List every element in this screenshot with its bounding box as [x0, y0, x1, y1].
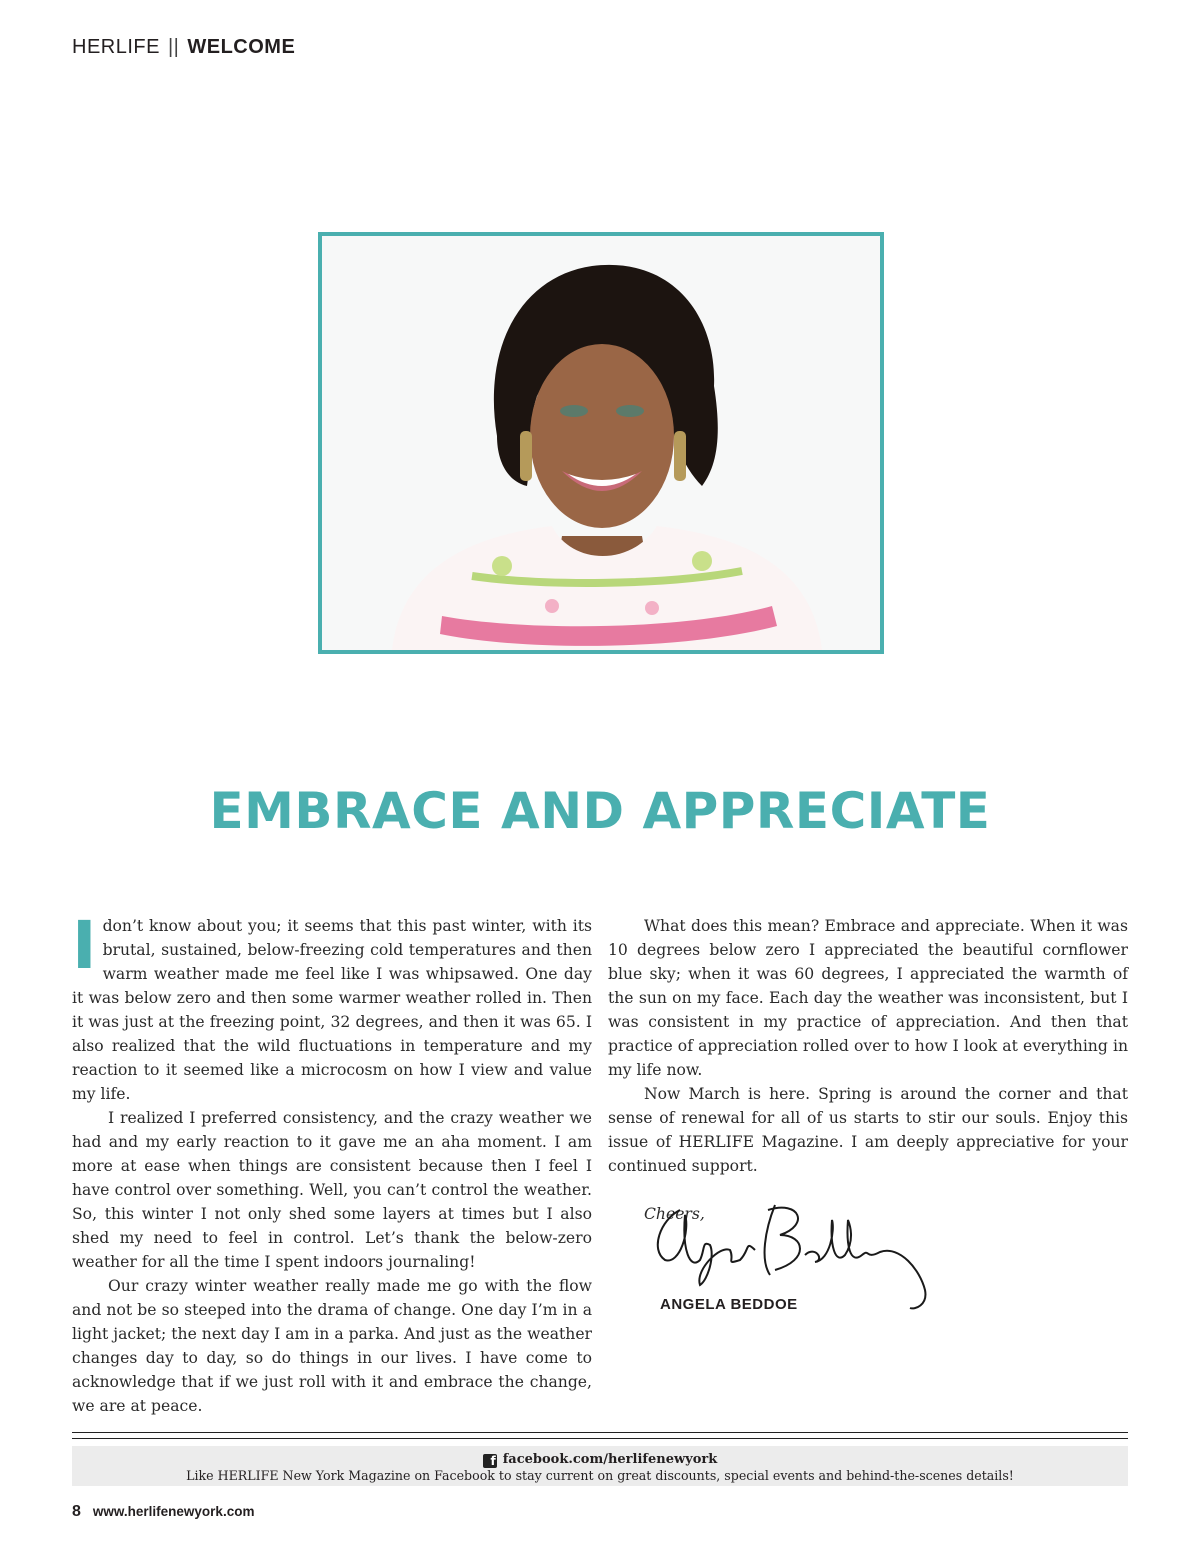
header-separator: ||: [167, 36, 180, 58]
footer-divider: [72, 1438, 1128, 1439]
article-column-right: [608, 914, 1128, 1226]
article-column-left: [72, 907, 592, 1418]
facebook-link[interactable]: facebook.com/herlifenewyork: [502, 1452, 718, 1467]
portrait-image: [322, 236, 880, 650]
footer-divider: [72, 1432, 1128, 1433]
drop-cap: I: [72, 907, 97, 984]
page-footer: [72, 1503, 254, 1521]
page-header: [72, 36, 295, 59]
signer-name: ANGELA BEDDOE: [660, 1296, 798, 1313]
facebook-banner: [72, 1446, 1128, 1486]
section-label: HERLIFE: [72, 36, 160, 58]
article-paragraph: What does this mean? Embrace and appreciate. When it was 10 degrees below zero I appreciated the beautiful cornflower blue sky; when it was 60 degrees, I appreciated the warmth of the sun on my face. Each day the weather was inconsistent, but I was consistent in my practice of appreciation. And then that practice of appreciation rolled over to how I look at everything in my life now.: [608, 917, 1128, 1079]
article-paragraph: Now March is here. Spring is around the corner and that sense of renewal for all of us starts to stir our souls. Enjoy this issue of HERLIFE Magazine. I am deeply appreciative for your continued support.: [608, 1085, 1128, 1175]
author-photo: [318, 232, 884, 654]
website-link[interactable]: www.herlifenewyork.com: [92, 1504, 255, 1519]
article-title: EMBRACE AND APPRECIATE: [209, 782, 991, 840]
article-paragraph: Our crazy winter weather really made me go with the flow and not be so steeped into the drama of change. One day I’m in a light jacket; the next day I am in a parka. And just as the weather changes day to day, so do things in our lives. I have come to acknowledge that if we just roll with it and embrace the change, we are at peace.: [72, 1277, 592, 1415]
article-paragraph: Idon’t know about you; it seems that this past winter, with its brutal, sustained, below-freezing cold temperatures and then warm weather made me feel like I was whipsawed. One day it was below zero and then some warmer weather rolled in. Then it was just at the freezing point, 32 degrees, and then it was 65. I also realized that the wild fluctuations in temperature and my reaction to it seemed like a microcosm on how I view and value my life.: [72, 907, 592, 1103]
article-paragraph: I realized I preferred consistency, and the crazy weather we had and my early reaction to it gave me an aha moment. I am more at ease when things are consistent because then I feel I have control over something. Well, you can’t control the weather. So, this winter I not only shed some layers at times but I also shed my need to feel in control. Let’s thank the below-zero weather for all the time I spent indoors journaling!: [72, 1109, 592, 1271]
closing-line: Cheers,: [644, 1205, 705, 1223]
facebook-icon: f: [483, 1454, 497, 1468]
page-number: 8: [72, 1503, 81, 1520]
facebook-message: Like HERLIFE New York Magazine on Facebook to stay current on great discounts, special events and behind-the-scenes details!: [186, 1468, 1014, 1483]
page-label: WELCOME: [187, 36, 296, 58]
